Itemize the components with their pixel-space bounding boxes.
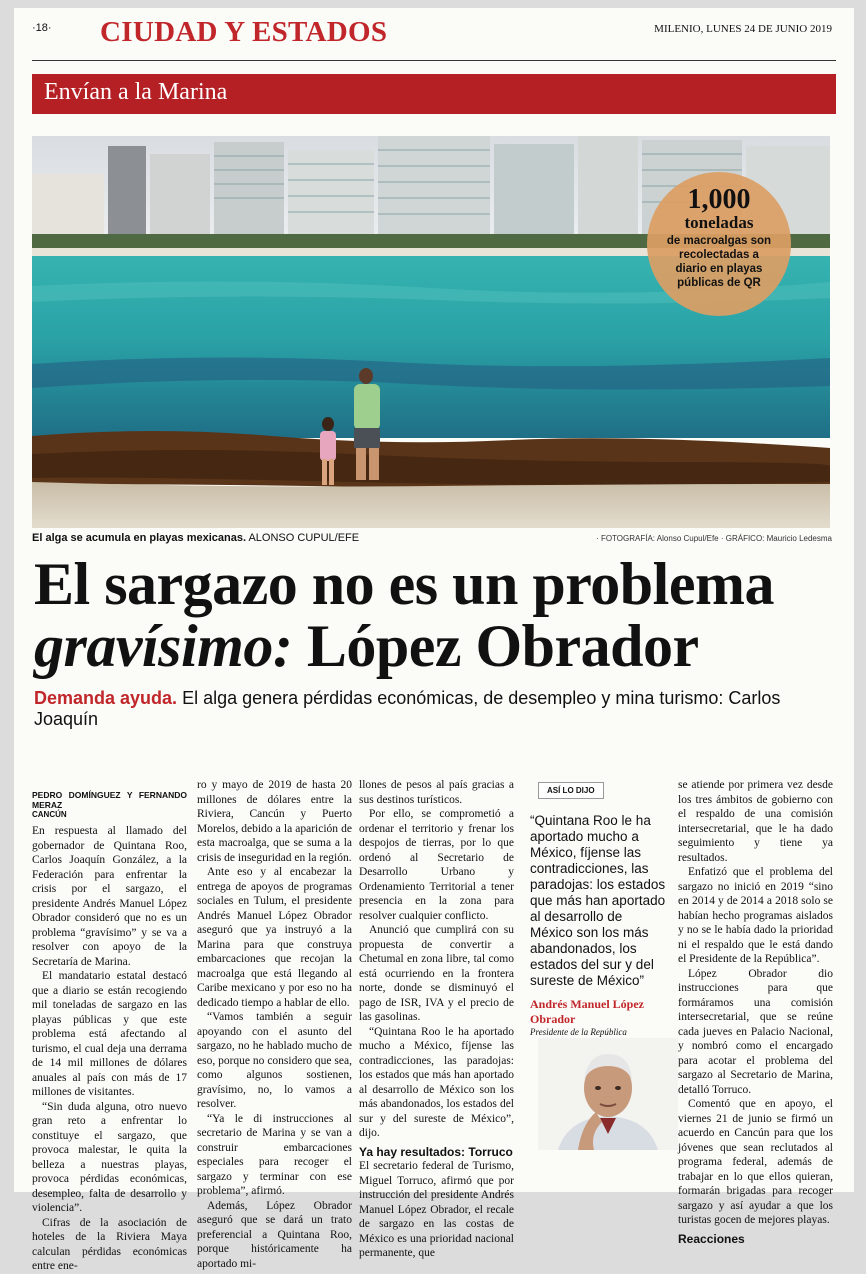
paragraph: Además, López Obrador aseguró que se dará un trato preferencial a Quintana Roo, porque históricamente ha aportado mi- [197, 1199, 352, 1270]
article-column-1 [32, 790, 187, 1274]
article-subhead: Ya hay resultados: Torruco [359, 1144, 513, 1159]
article-column-2 [197, 778, 352, 1271]
newspaper-page [14, 8, 854, 1272]
article-subhead-reacciones: Reacciones [678, 1231, 745, 1246]
section-title: CIUDAD Y ESTADOS [100, 16, 388, 48]
headline-italic: gravísimo: [34, 613, 293, 679]
paragraph: Ante eso y al encabezar la entrega de apoyos de programas sociales en Tulum, el presidente Andrés Manuel López Obrador aseguró que ya instruyó a la Marina para que construya embarcaciones que recojan la macroalga que está llegando al Caribe mexicano y por eso no ha dedicado tiempo a hablar de ello. [197, 866, 352, 1009]
paragraph: Comentó que en apoyo, el viernes 21 de junio se firmó un acuerdo en Cancún para que los jóvenes que sean reclutados al programa federal, además de trabajar en lo que ellos quieran, formarán brigadas para recoger sargazo y así ayudar a que los turistas gocen de mejores playas. [678, 1098, 833, 1226]
stat-callout [647, 172, 791, 316]
paragraph: llones de pesos al país gracias a sus destinos turísticos. [359, 779, 514, 806]
header-rule [32, 60, 836, 61]
article-column-5 [678, 778, 833, 1246]
headline-line2: López Obrador [292, 613, 699, 679]
photo-caption [32, 532, 359, 544]
article-column-3 [359, 778, 514, 1261]
paragraph: “Quintana Roo le ha aportado mucho a México, fíjense las contradicciones, las paradojas: los estados que más han aportado al desarrollo de México son los más abandonados, los estados del sur y del sureste de México”, dijo. [359, 1025, 514, 1139]
publication-date: MILENIO, LUNES 24 DE JUNIO 2019 [654, 23, 832, 35]
deck [34, 688, 844, 730]
paragraph: El mandatario estatal destacó que a diario se están recogiendo mil toneladas de sargazo en las playas públicas y que este problema está afectando al turismo, el cual deja una derrama de 14 mil millones de dólares anuales al país con más de 17 millones de visitantes. [32, 970, 187, 1098]
paragraph: Enfatizó que el problema del sargazo no inició en 2019 “sino en 2014 y de 2014 a 2018 solo se habían hecho programas aislados y no se le había dado la prioridad ni el respaldo que le está dando el Presidente de la República”. [678, 866, 833, 965]
paragraph: López Obrador dio instrucciones para que formáramos una comisión intersecretarial, que se reúne cada jueves en Palacio Nacional, y nombró como el encargado para acotar el problema del sargazo al Secretario de Marina, detalló Torruco. [678, 967, 833, 1096]
stat-text: de macroalgas son recolectadas a diario en playas públicas de QR [666, 235, 772, 289]
quote-speaker-name: Andrés Manuel López Obrador [530, 997, 644, 1026]
quote-text: “Quintana Roo le ha aportado mucho a México, fíjense las contradicciones, las paradojas: los estados que más han aportado al desarrollo de México son los más abandonados, los estados del sur y del sureste de México” [530, 813, 666, 988]
paragraph: “Sin duda alguna, otro nuevo gran reto a enfrentar lo constituye el sargazo, que provoca malestar, le quita la belleza a nuestras playas, provoca pérdidas económicas, desempleo, falta de desarrollo y violencia”. [32, 1100, 187, 1214]
paragraph: se atiende por primera vez desde los tres ámbitos de gobierno con el respaldo de una comisión intersecretarial, que le ha dado seguimiento y tiene ya resultados. [678, 779, 833, 864]
headline-line1: El sargazo no es un problema [34, 551, 774, 617]
topic-banner [32, 74, 836, 114]
paragraph: “Vamos también a seguir apoyando con el asunto del sargazo, no he hablado mucho de eso, porque no considero que sea, como algunos sostienen, gravísimo, no, lo vamos a resolver. [197, 1011, 352, 1110]
paragraph: Cifras de la asociación de hoteles de la Riviera Maya calculan pérdidas económicas entre ene- [32, 1216, 187, 1272]
paragraph: Por ello, se comprometió a ordenar el territorio y frenar los despojos de tierras, por lo que ordenó al Secretario de Desarrollo Urbano y Ordenamiento Territorial a tener presencia en la zona para resolver cualquier conflicto. [359, 808, 514, 922]
headline [34, 553, 844, 677]
deck-kicker: Demanda ayuda. [34, 688, 178, 708]
paragraph: ro y mayo de 2019 de hasta 20 millones de dólares entre la Riviera, Cancún y Puerto Morelos, debido a la aparición de esta macroalga, que se suma a la crisis de inseguridad en la región. [197, 779, 352, 864]
paragraph: Anunció que cumplirá con su propuesta de convertir a Chetumal en zona libre, tal como está ocurriendo en la frontera norte, donde se disminuyó el pago de ISR, IVA y el precio de las gasolinas. [359, 924, 514, 1023]
photo-caption-text: El alga se acumula en playas mexicanas. [32, 532, 247, 544]
quote-box [530, 780, 668, 1160]
graphic-credit: · FOTOGRAFÍA: Alonso Cupul/Efe · GRÁFICO: Mauricio Ledesma [596, 534, 832, 543]
page-number: ·18· [32, 22, 52, 34]
paragraph: El secretario federal de Turismo, Miguel Torruco, afirmó que por instrucción del presidente Andrés Manuel López Obrador, el recale de sargazo en las costas de México es una prioridad nacional permanente, que [359, 1160, 514, 1259]
topic-banner-title: Envían a la Marina [44, 79, 228, 105]
paragraph: “Ya le di instrucciones al secretario de Marina y se van a construir embarcaciones especiales para recoger el sargazo y terminar con ese problema”, afirmó. [197, 1112, 352, 1197]
photo-caption-credit: ALONSO CUPUL/EFE [246, 532, 360, 544]
quote-label: ASÍ LO DIJO [538, 782, 604, 799]
dateline-city: CANCÚN [32, 810, 67, 819]
speaker-portrait [538, 1038, 678, 1150]
quote-speaker-role: Presidente de la República [530, 1027, 627, 1037]
paragraph: En respuesta al llamado del gobernador de Quintana Roo, Carlos Joaquín González, a la Federación para enfrentar la crisis por el sargazo, el presidente Andrés Manuel López Obrador consideró que no es un problema “gravísimo” y se va a resolver con apoyo de la Secretaría de Marina. [32, 825, 187, 968]
byline: PEDRO DOMÍNGUEZ Y FERNANDO MERAZ [32, 790, 187, 810]
stat-number: 1,000 [687, 184, 751, 215]
deck-text: El alga genera pérdidas económicas, de desempleo y mina turismo: Carlos Joaquín [34, 688, 781, 729]
stat-unit: toneladas [684, 213, 754, 232]
